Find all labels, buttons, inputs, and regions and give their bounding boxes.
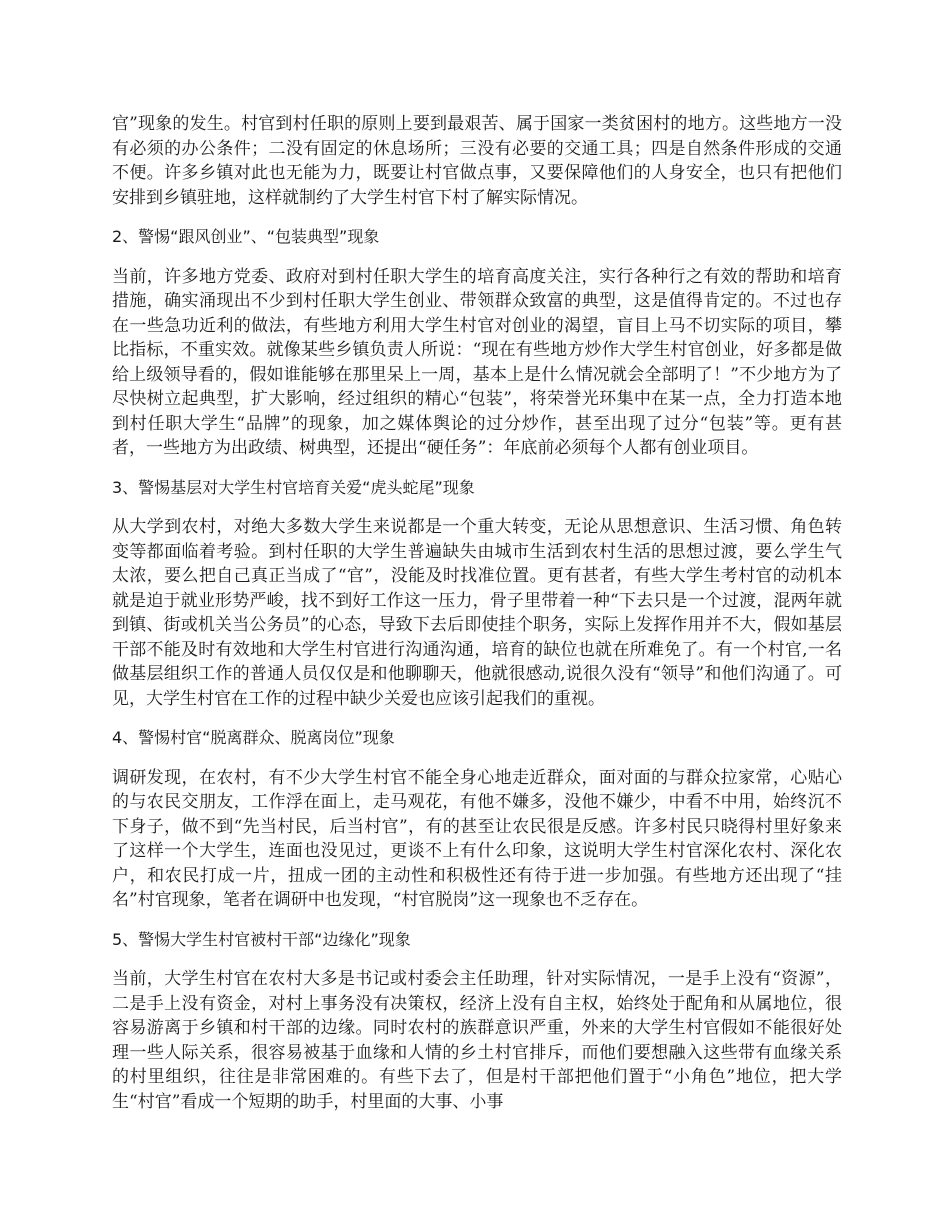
paragraph-section-5: 当前，大学生村官在农村大多是书记或村委会主任助理，针对实际情况，一是手上没有“资源”，二是手上没有资金，对村上事务没有决策权，经济上没有自主权，始终处于配角和从属地位，很容易游离于乡镇和村干部的边缘。同时农村的族群意识严重，外来的大学生村官假如不能很好处理一些人际关系，很容易被基于血缘和人情的乡土村官排斥，而他们要想融入这些带有血缘关系的村里组织，往往是非常困难的。有些下去了，但是村干部把他们置于“小角色”地位，把大学生“村官”看成一个短期的助手，村里面的大事、小事: [112, 969, 842, 1112]
paragraph-section-2: 当前，许多地方党委、政府对到村任职大学生的培育高度关注，实行各种行之有效的帮助和培育措施，确实涌现出不少到村任职大学生创业、带领群众致富的典型，这是值得肯定的。不过也存在一些急功近利的做法，有些地方利用大学生村官对创业的渴望，盲目上马不切实际的项目，攀比指标，不重实效。就像某些乡镇负责人所说：“现在有些地方炒作大学生村官创业，好多都是做给上级领导看的，假如谁能够在那里呆上一周，基本上是什么情况就会全部明了！”不少地方为了尽快树立起典型，扩大影响，经过组织的精心“包装”，将荣誉光环集中在某一点，全力打造本地到村任职大学生“品牌”的现象，加之媒体舆论的过分炒作，甚至出现了过分“包装”等。更有甚者，一些地方为出政绩、树典型，还提出“硬任务”：年底前必须每个人都有创业项目。: [112, 266, 842, 458]
paragraph-section-4: 调研发现，在农村，有不少大学生村官不能全身心地走近群众，面对面的与群众拉家常，心贴心的与农民交朋友，工作浮在面上，走马观花，有他不嫌多，没他不嫌少，中看不中用，始终沉不下身子，做不到“先当村民，后当村官”，有的甚至让农民很是反感。许多村民只晓得村里好象来了这样一个大学生，连面也没见过，更谈不上有什么印象，这说明大学生村官深化农村、深化农户，和农民打成一片，扭成一团的主动性和积极性还有待于进一步加强。有些地方还出现了“挂名”村官现象，笔者在调研中也发现，“村官脱岗”这一现象也不乏存在。: [112, 767, 842, 910]
section-heading-2: 2、警惕“跟风创业”、“包装典型”现象: [112, 227, 380, 246]
section-heading-4: 4、警惕村官“脱离群众、脱离岗位”现象: [112, 728, 395, 747]
section-heading-5: 5、警惕大学生村官被村干部“边缘化”现象: [112, 929, 411, 949]
paragraph-intro-continuation: 官”现象的发生。村官到村任职的原则上要到最艰苦、属于国家一类贫困村的地方。这些地方一没有必须的办公条件；二没有固定的休息场所；三没有必要的交通工具；四是自然条件形成的交通不便。许多乡镇对此也无能为力，既要让村官做点事，又要保障他们的人身安全，也只有把他们安排到乡镇驻地，这样就制约了大学生村官下村了解实际情况。: [112, 114, 842, 208]
section-heading-3: 3、警惕基层对大学生村官培育关爱“虎头蛇尾”现象: [112, 477, 475, 497]
document-page: [112, 112, 842, 1129]
paragraph-section-3: 从大学到农村，对绝大多数大学生来说都是一个重大转变，无论从思想意识、生活习惯、角色转变等都面临着考验。到村任职的大学生普遍缺失由城市生活到农村生活的思想过渡，要么学生气太浓，要么把自己真正当成了“官”，没能及时找准位置。更有甚者，有些大学生考村官的动机本就是迫于就业形势严峻，找不到好工作这一压力，骨子里带着一种“下去只是一个过渡，混两年就到镇、街或机关当公务员”的心态，导致下去后即使挂个职务，实际上发挥作用并不大，假如基层干部不能及时有效地和大学生村官进行沟通沟通，培育的缺位也就在所难免了。有一个村官,一名做基层组织工作的普通人员仅仅是和他聊聊天，他就很感动,说很久没有“领导”和他们沟通了。可见，大学生村官在工作的过程中缺少关爱也应该引起我们的重视。: [112, 517, 842, 709]
